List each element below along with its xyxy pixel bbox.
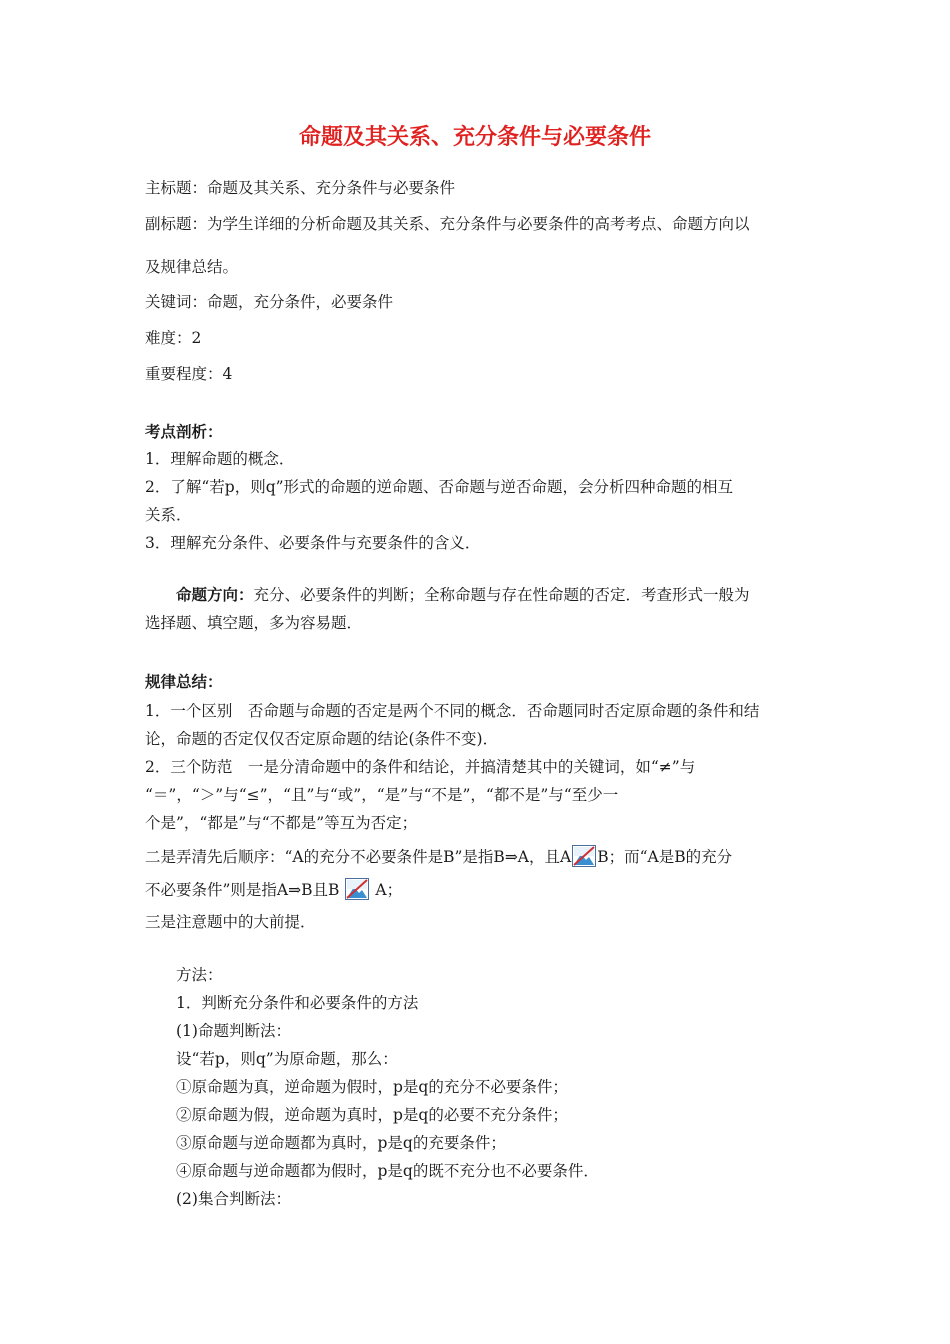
- rules-text: B；而“A是B的充分: [597, 848, 733, 866]
- page-title: 命题及其关系、充分条件与必要条件: [298, 125, 651, 150]
- rules-text: 二是弄清先后顺序：“A的充分不必要条件是B”是指B⇒A，且A: [145, 848, 572, 866]
- rules-line-7: [145, 878, 402, 900]
- broken-image-icon: [572, 845, 596, 867]
- method-line: 设“若p，则q”为原命题，那么：: [176, 1050, 398, 1068]
- rules-line-8: 三是注意题中的大前提．: [145, 913, 316, 931]
- rules-line-6: [145, 845, 732, 867]
- method-line: ④原命题与逆命题都为假时，p是q的既不充分也不必要条件．: [176, 1162, 599, 1180]
- rules-text: A；: [375, 881, 403, 899]
- method-line: 1．判断充分条件和必要条件的方法: [176, 994, 419, 1012]
- method-line: (2)集合判断法：: [176, 1190, 291, 1208]
- exam-point-item: 3．理解充分条件、必要条件与充要条件的含义．: [145, 534, 481, 552]
- direction-line-2: 选择题、填空题，多为容易题．: [145, 614, 363, 632]
- keywords-line: 关键词：命题，充分条件，必要条件: [145, 293, 394, 311]
- exam-point-item: 2．了解“若p，则q”形式的命题的逆命题、否命题与逆否命题，会分析四种命题的相互: [145, 478, 734, 496]
- importance-line: 重要程度：4: [145, 365, 233, 383]
- exam-point-item: 1．理解命题的概念．: [145, 450, 295, 468]
- method-line: ①原命题为真，逆命题为假时，p是q的充分不必要条件；: [176, 1078, 568, 1096]
- rules-line: 个是”，“都是”与“不都是”等互为否定；: [145, 814, 418, 832]
- rules-text: 不必要条件”则是指A⇒B且B: [145, 881, 340, 899]
- exam-point-item: 关系．: [145, 506, 192, 524]
- main-title-line: 主标题：命题及其关系、充分条件与必要条件: [145, 179, 456, 197]
- rules-line: 2．三个防范 一是分清命题中的条件和结论，并搞清楚其中的关键词，如“≠”与: [145, 758, 696, 776]
- method-line: ③原命题与逆命题都为真时，p是q的充要条件；: [176, 1134, 506, 1152]
- direction-line-1: [176, 583, 750, 605]
- direction-label: 命题方向：: [176, 586, 254, 604]
- rules-line: 论，命题的否定仅仅否定原命题的结论(条件不变)．: [145, 730, 499, 748]
- method-heading: 方法：: [176, 966, 223, 984]
- rules-heading: 规律总结：: [145, 673, 223, 691]
- exam-points-heading: 考点剖析：: [145, 423, 223, 441]
- subtitle-line-2: 及规律总结。: [145, 258, 239, 276]
- rules-line: “＝”，“＞”与“≤”，“且”与“或”，“是”与“不是”，“都不是”与“至少一: [145, 786, 619, 804]
- difficulty-line: 难度：2: [145, 329, 202, 347]
- direction-text: 充分、必要条件的判断；全称命题与存在性命题的否定．考查形式一般为: [253, 586, 750, 604]
- subtitle-line-1: 副标题：为学生详细的分析命题及其关系、充分条件与必要条件的高考考点、命题方向以: [145, 215, 750, 233]
- rules-line: 1．一个区别 否命题与命题的否定是两个不同的概念．否命题同时否定原命题的条件和结: [145, 702, 760, 720]
- broken-image-icon: [345, 878, 369, 900]
- method-line: (1)命题判断法：: [176, 1022, 291, 1040]
- method-line: ②原命题为假，逆命题为真时，p是q的必要不充分条件；: [176, 1106, 568, 1124]
